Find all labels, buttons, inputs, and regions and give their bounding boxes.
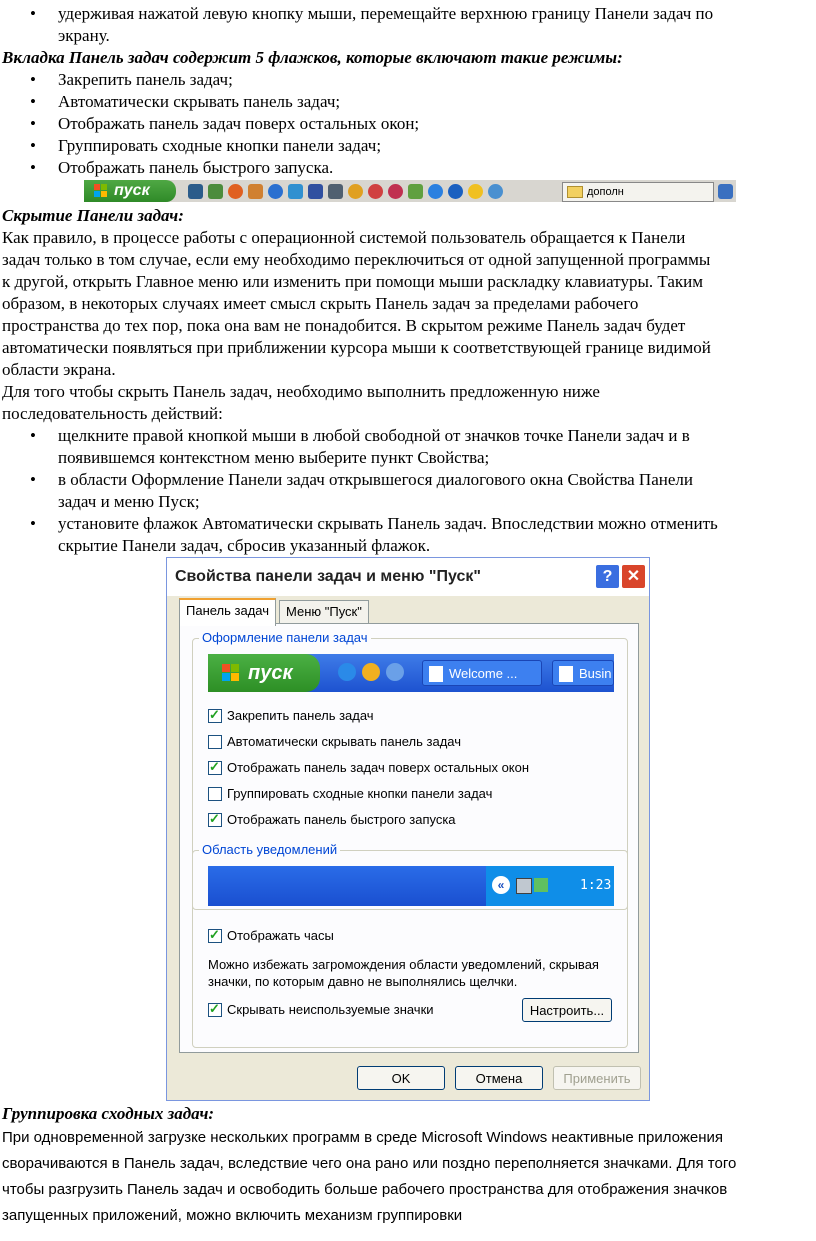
tab-panel: Оформление панели задач пуск Welcome ... Busin ✓ Закрепить панель задач Автоматически скрывать панель задач ✓ Отображать панель задач поверх остальных окон Группировать сходные кнопки панели задач ✓ Отображать панель быстрого запуска Область уведомлений « 1:23 ✓ Отображать часы Можно избежать загромождения области уведомлений, скрывая значки, по которым давно не выполнялись щелчки. ✓ Скрывать неиспользуемые значки Настроить... xyxy=(179,623,639,1053)
dialog-title-bar xyxy=(167,558,649,596)
steps-list xyxy=(0,425,816,557)
preview-task-welcome: Welcome ... xyxy=(422,660,542,686)
folder-task-button: дополн xyxy=(562,182,714,202)
app-icon xyxy=(248,184,263,199)
taskbar-preview xyxy=(208,654,614,692)
document-icon xyxy=(429,666,443,682)
mode-item: • Группировать сходные кнопки панели задач; xyxy=(0,135,816,157)
app-icon xyxy=(408,184,423,199)
app-icon xyxy=(288,184,303,199)
app-icon xyxy=(448,184,463,199)
app-icon xyxy=(268,184,283,199)
checkbox-box[interactable] xyxy=(208,929,222,943)
mode-item: • Отображать панель задач поверх остальных окон; xyxy=(0,113,816,135)
windows-flag-icon xyxy=(94,184,108,198)
group-label: Оформление панели задач xyxy=(199,630,371,645)
app-icon xyxy=(308,184,323,199)
close-button[interactable]: ✕ xyxy=(621,564,646,589)
mode-item: • Закрепить панель задач; xyxy=(0,69,816,91)
dialog-title: Свойства панели задач и меню "Пуск" xyxy=(175,568,481,585)
checkbox-box[interactable] xyxy=(208,735,222,749)
app-icon xyxy=(348,184,363,199)
app-icon xyxy=(328,184,343,199)
hide-paragraph: Как правило, в процессе работы с операционной системой пользователь обращается к Панели задач только в том случае, если ему необходимо переключиться от одной запущенной программы к другой, открыть Главное меню или изменить при помощи мыши раскладку клавиатуры. Таким образом, в некоторых случаях имеет смысл скрыть Панель задач за пределами рабочего пространства до тех пор, пока она вам не понадобится. В скрытом режиме Панель задач будет автоматически появляться при приближении курсора мыши к соответствующей границе видимой области экрана. Для того чтобы скрыть Панель задач, необходимо выполнить предложенную ниже последовательность действий: xyxy=(2,228,711,423)
checkbox-box[interactable] xyxy=(208,1003,222,1017)
step-item: • установите флажок Автоматически скрывать Панель задач. Впоследствии можно отменить скрытие Панели задач, сбросив указанный флажок. xyxy=(0,513,816,557)
tray-clock: 1:23 xyxy=(580,878,612,893)
hide-heading: Скрытие Панели задач: xyxy=(2,206,184,225)
tab-start-menu[interactable]: Меню "Пуск" xyxy=(279,600,369,624)
checkbox-box[interactable] xyxy=(208,787,222,801)
cancel-button[interactable]: Отмена xyxy=(455,1066,543,1090)
network-icon xyxy=(516,878,532,894)
ok-button[interactable]: OK xyxy=(357,1066,445,1090)
top-bullet: • удерживая нажатой левую кнопку мыши, перемещайте верхнюю границу Панели задач по экрану. xyxy=(0,3,816,47)
folder-icon xyxy=(567,186,583,198)
preview-task-business: Busin xyxy=(552,660,614,686)
tab-taskbar[interactable]: Панель задач xyxy=(179,598,276,626)
taskbar-properties-dialog xyxy=(166,557,650,1101)
app-icon xyxy=(208,184,223,199)
tray-preview xyxy=(208,866,614,906)
app-icon xyxy=(388,184,403,199)
mode-item: • Автоматически скрывать панель задач; xyxy=(0,91,816,113)
mode-item: • Отображать панель быстрого запуска. xyxy=(0,157,816,179)
step-item: • в области Оформление Панели задач открывшегося диалогового окна Свойства Панели задач и меню Пуск; xyxy=(0,469,816,513)
customize-button[interactable]: Настроить... xyxy=(522,998,612,1022)
top-bullet-list xyxy=(0,3,816,47)
app-icon xyxy=(228,184,243,199)
taskbar-strip-image xyxy=(84,180,736,202)
app-icon xyxy=(468,184,483,199)
windows-flag-icon xyxy=(222,664,240,682)
help-button[interactable]: ? xyxy=(595,564,620,589)
tab-heading: Вкладка Панель задач содержит 5 флажков, которые включают такие режимы: xyxy=(2,48,623,67)
apply-button[interactable]: Применить xyxy=(553,1066,641,1090)
tray-icon xyxy=(718,184,733,199)
ie-icon xyxy=(338,663,356,681)
app-icon xyxy=(428,184,443,199)
preview-start-button: пуск xyxy=(208,654,320,692)
modes-list xyxy=(0,69,816,179)
group-heading: Группировка сходных задач: xyxy=(2,1104,215,1123)
messenger-icon xyxy=(386,663,404,681)
step-item: • щелкните правой кнопкой мыши в любой свободной от значков точке Панели задач и в появившемся контекстном меню выберите пункт Свойства; xyxy=(0,425,816,469)
expand-chevron-icon: « xyxy=(492,876,510,894)
printer-icon xyxy=(534,878,548,892)
media-player-icon xyxy=(362,663,380,681)
app-icon xyxy=(488,184,503,199)
group-paragraph: При одновременной загрузке нескольких программ в среде Microsoft Windows неактивные приложения сворачиваются в Панель задач, вследствие чего она рано или поздно переполняется значками. Для того чтобы разгрузить Панель задач и освободить больше рабочего пространства для отображения значков запущенных приложений, можно включить механизм группировки xyxy=(2,1129,737,1224)
checkbox-box[interactable] xyxy=(208,709,222,723)
notification-note: Можно избежать загромождения области уведомлений, скрывая значки, по которым давно не выполнялись щелчки. xyxy=(208,957,599,989)
desktop-icon xyxy=(188,184,203,199)
checkbox-box[interactable] xyxy=(208,813,222,827)
start-button: пуск xyxy=(84,180,176,202)
group-label: Область уведомлений xyxy=(199,842,340,857)
app-icon xyxy=(368,184,383,199)
checkbox-box[interactable] xyxy=(208,761,222,775)
document-icon xyxy=(559,666,573,682)
